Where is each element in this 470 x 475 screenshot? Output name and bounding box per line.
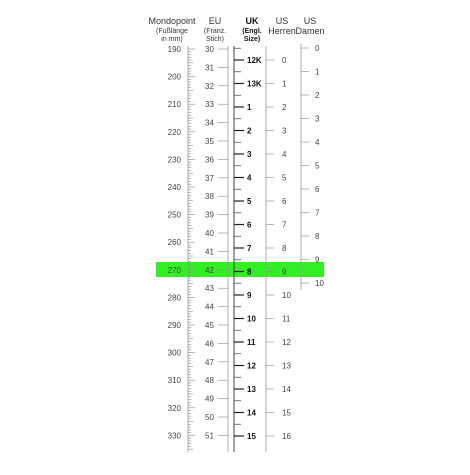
header-mondopoint-sub1: (Fußlänge (156, 28, 188, 35)
uk-scale (234, 46, 262, 452)
us-men-label: 1 (282, 79, 287, 89)
us-women-label: 2 (315, 91, 320, 100)
header-eu-title: EU (208, 16, 222, 26)
us-women-label: 6 (315, 185, 320, 194)
uk-label: 2 (247, 126, 252, 136)
header-eu (204, 16, 226, 43)
eu-label: 40 (205, 229, 214, 238)
eu-label: 42 (205, 265, 214, 275)
header-us-men-title: US (275, 16, 289, 26)
eu-label: 49 (205, 394, 214, 404)
header-us-men (268, 16, 296, 36)
us-women-label: 5 (315, 161, 320, 171)
us-men-label: 14 (282, 385, 291, 394)
uk-label: 1 (247, 103, 252, 112)
eu-label: 45 (205, 321, 214, 330)
uk-label: 4 (247, 173, 252, 183)
eu-label: 41 (205, 247, 214, 257)
us-women-label: 7 (315, 208, 320, 218)
eu-label: 34 (205, 118, 214, 128)
uk-label: 7 (247, 244, 252, 253)
us-men-scale (266, 46, 291, 452)
uk-label: 6 (247, 220, 252, 230)
eu-label: 51 (205, 431, 214, 441)
eu-label: 44 (205, 302, 214, 312)
us-men-label: 5 (282, 173, 287, 183)
us-men-label: 3 (282, 126, 287, 136)
mondopoint-label: 290 (167, 321, 181, 330)
uk-label: 15 (247, 432, 256, 441)
mondopoint-label: 300 (167, 348, 181, 358)
us-men-label: 13 (282, 361, 291, 371)
us-men-label: 6 (282, 197, 287, 206)
header-uk-sub1: (Engl. (242, 28, 262, 35)
header-uk-sub2: Size) (243, 36, 261, 43)
header-uk-title: UK (245, 16, 259, 26)
mondopoint-label: 200 (167, 72, 181, 82)
us-men-label: 12 (282, 338, 291, 347)
uk-label: 12 (247, 361, 256, 371)
uk-label: 3 (247, 150, 252, 159)
header-uk (242, 16, 261, 43)
us-men-label: 11 (282, 314, 291, 324)
uk-label: 14 (247, 408, 256, 418)
eu-label: 36 (205, 155, 214, 165)
us-men-label: 16 (282, 432, 291, 441)
us-women-label: 1 (315, 67, 320, 77)
eu-label: 50 (205, 413, 214, 422)
uk-label: 9 (247, 291, 252, 300)
eu-label: 43 (205, 284, 214, 294)
header-eu-sub2: Stich) (206, 36, 224, 43)
us-men-label: 15 (282, 408, 291, 418)
header-eu-sub1: (Franz. (203, 28, 227, 35)
us-women-label: 8 (315, 232, 320, 241)
header-mondopoint (148, 16, 196, 43)
us-women-label: 4 (315, 138, 320, 147)
mondopoint-label: 260 (167, 238, 181, 248)
eu-label: 33 (205, 100, 214, 110)
header-us-women (295, 16, 324, 36)
uk-label: 13K (247, 79, 262, 89)
header-us-men-sub1: Herren (268, 26, 296, 36)
eu-label: 30 (205, 45, 214, 54)
us-men-label: 4 (282, 150, 287, 159)
uk-label: 5 (247, 197, 252, 206)
header-mondopoint-title: Mondopoint (148, 16, 196, 26)
highlight-band (156, 262, 324, 277)
uk-label: 10 (247, 314, 256, 324)
header-us-women-sub1: Damen (295, 26, 325, 36)
mondopoint-label: 330 (167, 431, 181, 441)
mondopoint-label: 190 (167, 45, 181, 54)
eu-label: 35 (205, 137, 214, 146)
eu-label: 38 (205, 192, 214, 202)
eu-label: 37 (205, 173, 214, 183)
mondopoint-label: 250 (167, 210, 181, 220)
us-men-label: 9 (282, 267, 287, 277)
us-men-label: 8 (282, 244, 287, 253)
eu-label: 48 (205, 376, 214, 386)
mondopoint-label: 320 (167, 403, 181, 413)
uk-label: 13 (247, 385, 256, 394)
mondopoint-label: 280 (167, 293, 181, 303)
us-women-label: 9 (315, 255, 320, 265)
eu-label: 31 (205, 63, 214, 73)
mondopoint-label: 230 (167, 155, 181, 165)
uk-label: 8 (247, 267, 252, 277)
us-men-label: 2 (282, 103, 287, 112)
uk-label: 12K (247, 56, 262, 65)
eu-label: 39 (205, 210, 214, 220)
us-women-label: 10 (315, 279, 324, 288)
mondopoint-scale (168, 45, 195, 452)
header-us-women-title: US (303, 16, 317, 26)
eu-scale (205, 45, 228, 452)
header-mondopoint-sub2: in mm) (161, 36, 183, 43)
uk-label: 11 (247, 338, 256, 347)
us-men-label: 0 (282, 56, 287, 65)
mondopoint-label: 240 (167, 183, 181, 192)
us-women-scale (301, 44, 324, 290)
mondopoint-label: 270 (167, 265, 181, 275)
eu-label: 46 (205, 339, 214, 349)
us-men-label: 10 (282, 291, 291, 300)
us-men-label: 7 (282, 220, 287, 230)
us-women-label: 0 (315, 44, 320, 53)
mondopoint-label: 210 (167, 100, 181, 110)
eu-label: 32 (205, 81, 214, 91)
eu-label: 47 (205, 357, 214, 367)
us-women-label: 3 (315, 114, 320, 124)
mondopoint-label: 310 (167, 376, 181, 386)
mondopoint-label: 220 (167, 127, 181, 137)
